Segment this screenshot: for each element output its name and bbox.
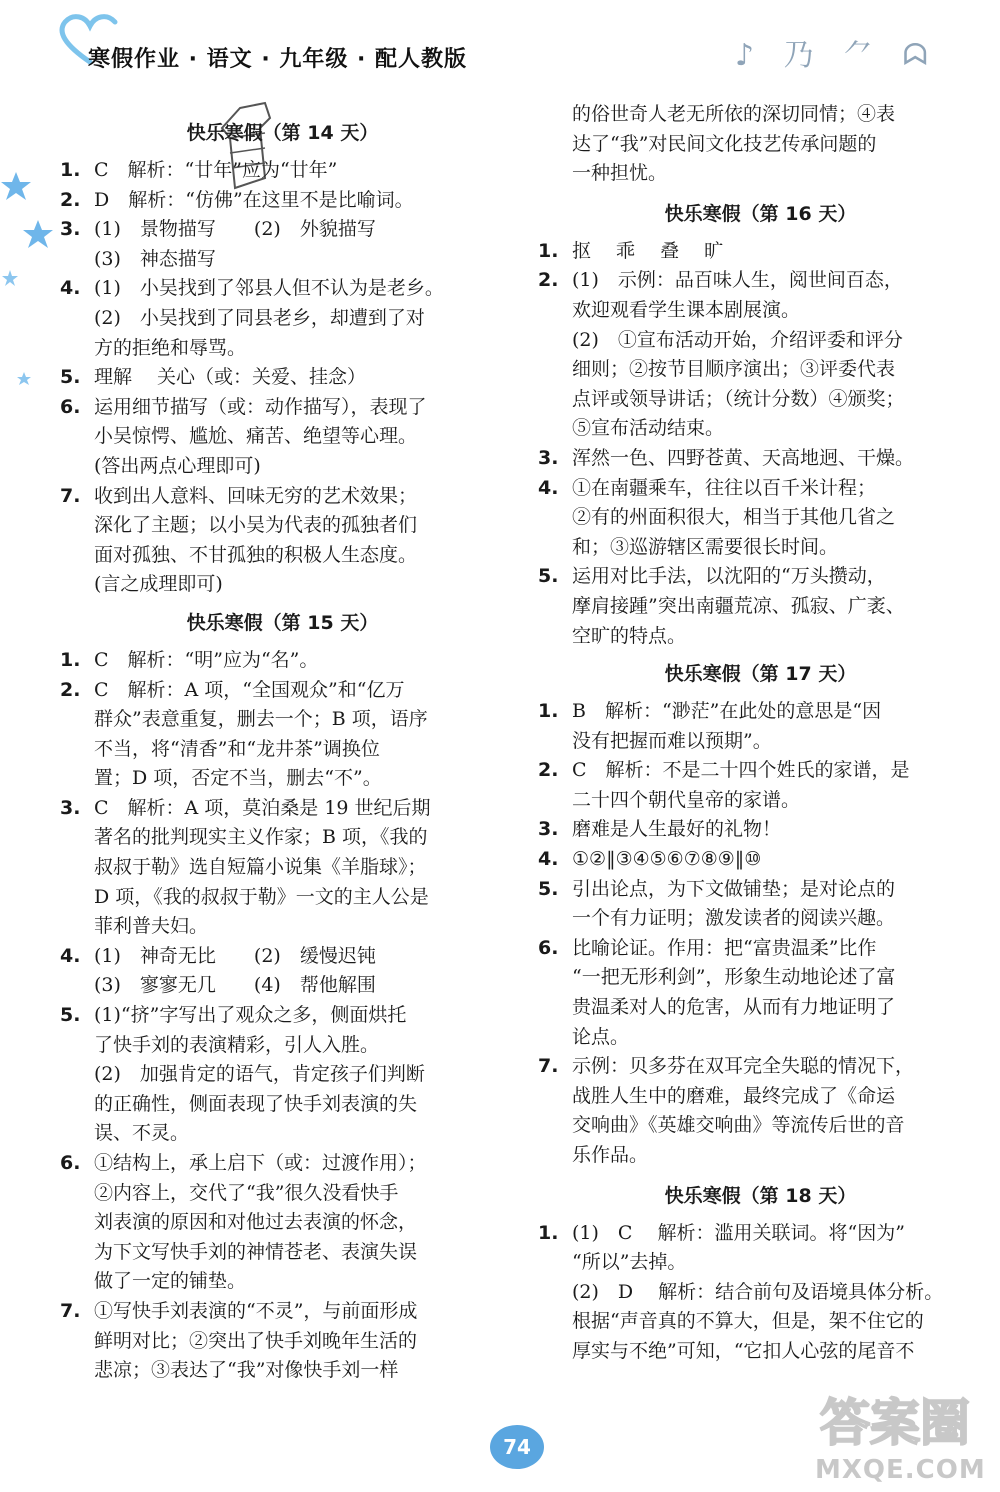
answer-item xyxy=(538,266,983,444)
answer-line: (2) D 解析：结合前句及语境具体分析。 xyxy=(572,1280,944,1303)
answer-item xyxy=(60,1149,505,1297)
answer-item xyxy=(60,942,505,1001)
answer-line: B 解析：“渺茫”在此处的意思是“因 xyxy=(572,700,882,723)
answer-line: 深化了主题；以小吴为代表的孤独者们 xyxy=(94,514,418,537)
answer-line: 一个有力证明；激发读者的阅读兴趣。 xyxy=(572,907,896,930)
answer-item xyxy=(60,215,505,274)
answer-item xyxy=(60,1001,505,1149)
answer-line: 误、不灵。 xyxy=(94,1122,190,1145)
answer-number: 6. xyxy=(60,1152,81,1174)
answer-line: 著名的批判现实主义作家；B 项，《我的 xyxy=(94,826,428,849)
answer-line: 示例：贝多芬在双耳完全失聪的情况下， xyxy=(572,1055,915,1078)
answer-number: 7. xyxy=(60,1299,81,1322)
answer-line: (1) C 解析：滥用关联词。将“因为” xyxy=(572,1221,905,1244)
answer-line: 浑然一色、四野苍黄、天高地迥、干燥。 xyxy=(572,446,915,469)
answer-number: 1. xyxy=(60,648,81,671)
continued-answer xyxy=(538,100,983,189)
answer-line: D 项，《我的叔叔于勒》一文的主人公是 xyxy=(94,885,429,908)
answer-line: 贵温柔对人的危害，从而有力地证明了 xyxy=(572,996,896,1019)
answer-line: 鲜明对比；②突出了快手刘晚年生活的 xyxy=(94,1329,418,1352)
answer-line: 和；③巡游辖区需要很长时间。 xyxy=(572,535,839,558)
answer-line: 厚实与不绝”可知，“它扣人心弦的尾音不 xyxy=(572,1339,915,1362)
answer-line: “所以”去掉。 xyxy=(572,1251,687,1274)
left-column xyxy=(60,100,505,1386)
answer-item xyxy=(538,1052,983,1170)
star-decoration-icon xyxy=(0,160,60,390)
header-title: 寒假作业 · 语文 · 九年级 · 配人教版 xyxy=(88,47,468,72)
answer-item xyxy=(538,815,983,845)
answer-line: “一把无形利剑”，形象生动地论述了富 xyxy=(572,966,896,989)
answer-number: 5. xyxy=(60,1004,81,1027)
answer-item xyxy=(60,363,505,393)
answer-number: 3. xyxy=(538,446,559,469)
answer-line: (1) 示例：品百味人生，阅世间百态， xyxy=(572,269,903,292)
answer-number: 1. xyxy=(538,239,559,262)
page-number: 74 xyxy=(490,1425,544,1469)
answer-line: 乐作品。 xyxy=(572,1144,649,1166)
answer-line: (1) 小吴找到了邻县人但不认为是老乡。 xyxy=(94,277,444,300)
answer-line: 点评或领导讲话；（统计分数）④颁奖； xyxy=(572,387,905,410)
answer-line: (2) 加强肯定的语气，肯定孩子们判断 xyxy=(94,1063,425,1086)
answer-line: C 解析：不是二十四个姓氏的家谱，是 xyxy=(572,759,910,782)
answer-line: ①在南疆乘车，往往以百千米计程； xyxy=(572,476,877,499)
answer-item xyxy=(538,474,983,563)
answer-line: 二十四个朝代皇帝的家谱。 xyxy=(572,788,801,811)
answer-line: ②内容上，交代了“我”很久没看快手 xyxy=(94,1181,399,1204)
section-title: 快乐寒假（第 18 天） xyxy=(664,1184,857,1207)
section-16-items xyxy=(538,237,983,651)
answer-number: 7. xyxy=(538,1055,559,1078)
answer-number: 2. xyxy=(60,188,81,211)
answer-line: 的正确性，侧面表现了快手刘表演的失 xyxy=(94,1092,418,1115)
answer-line: 理解 关心（或：关爱、挂念） xyxy=(94,366,367,389)
answer-line: 做了一定的铺垫。 xyxy=(94,1270,247,1293)
answer-line: 置；D 项，否定不当，删去“不”。 xyxy=(94,767,382,790)
answer-line: 欢迎观看学生课本剧展演。 xyxy=(572,298,801,321)
answer-item xyxy=(60,646,505,676)
answer-line: 悲凉；③表达了“我”对像快手刘一样 xyxy=(94,1359,399,1382)
answer-line: (答出两点心理即可) xyxy=(94,454,261,477)
answer-line: C 解析：A 项，莫泊桑是 19 世纪后期 xyxy=(94,796,431,819)
answer-line: 不当，将“清香”和“龙井茶”调换位 xyxy=(94,737,380,760)
answer-number: 6. xyxy=(538,936,559,959)
section-title: 快乐寒假（第 16 天） xyxy=(664,202,857,225)
answer-line: 抠 乖 叠 旷 xyxy=(572,239,724,262)
answer-line: 空旷的特点。 xyxy=(572,624,687,647)
answer-line: 战胜人生中的磨难，最终完成了《命运 xyxy=(572,1084,896,1107)
answer-line: 交响曲》《英雄交响曲》等流传后世的音 xyxy=(572,1114,905,1137)
answer-line: 达了“我”对民间文化技艺传承问题的 xyxy=(572,132,877,155)
answer-line: 群众”表意重复，删去一个；B 项，语序 xyxy=(94,708,428,731)
answer-number: 1. xyxy=(538,1221,559,1244)
answer-line: (1) 神奇无比 (2) 缓慢迟钝 xyxy=(94,944,376,967)
answer-number: 1. xyxy=(60,159,81,181)
answer-line: (3) 寥寥无几 (4) 帮他解围 xyxy=(94,974,376,997)
answer-line: 菲利普夫妇。 xyxy=(94,915,209,938)
answer-line: 收到出人意料、回味无穷的艺术效果； xyxy=(94,484,418,507)
answer-item xyxy=(60,393,505,482)
answer-number: 6. xyxy=(60,395,81,418)
answer-number: 4. xyxy=(60,944,81,967)
answer-number: 2. xyxy=(538,269,559,292)
answer-number: 5. xyxy=(538,877,559,900)
answer-item xyxy=(538,1219,983,1367)
answer-number: 3. xyxy=(60,796,81,819)
handwriting-decoration: ♪ 乃 ⺈ ᗣ xyxy=(735,38,938,73)
answer-line: 的俗世奇人老无所依的深切同情；④表 xyxy=(572,103,896,125)
answer-line: 刘表演的原因和对他过去表演的怀念， xyxy=(94,1211,418,1234)
answer-item xyxy=(60,1297,505,1386)
section-title: 快乐寒假（第 15 天） xyxy=(186,611,379,634)
watermark-logo-text: 答案圈 xyxy=(820,1394,970,1452)
answer-number: 5. xyxy=(60,366,81,389)
answer-line: ②有的州面积很大，相当于其他几省之 xyxy=(572,506,896,529)
section-15-items xyxy=(60,646,505,1386)
answer-line: 了快手刘的表演精彩，引人入胜。 xyxy=(94,1033,380,1056)
answer-line: (1)“挤”字写出了观众之多，侧面烘托 xyxy=(94,1004,407,1027)
answer-line: (1) 景物描写 (2) 外貌描写 xyxy=(94,218,376,241)
answer-line: 根据“声音真的不算大，但是，架不住它的 xyxy=(572,1310,924,1333)
answer-item xyxy=(60,676,505,794)
answer-line: C 解析：“明”应为“名”。 xyxy=(94,648,319,671)
answer-line: (言之成理即可) xyxy=(94,573,223,596)
answer-number: 4. xyxy=(60,277,81,300)
answer-line: C 解析：A 项，“全国观众”和“亿万 xyxy=(94,678,405,701)
right-column xyxy=(538,100,983,1367)
answer-line: 没有把握而难以预期”。 xyxy=(572,729,772,752)
answer-line: ①②‖③④⑤⑥⑦⑧⑨‖⑩ xyxy=(572,848,762,871)
answer-item xyxy=(60,274,505,363)
watermark-logo-icon xyxy=(810,1385,990,1455)
answer-item xyxy=(538,444,983,474)
answer-line: ①写快手刘表演的“不灵”，与前面形成 xyxy=(94,1299,418,1322)
section-17-items xyxy=(538,697,983,1171)
answer-item xyxy=(538,875,983,934)
answer-item xyxy=(538,756,983,815)
answer-item xyxy=(538,237,983,267)
answer-line: ①结构上，承上启下（或：过渡作用）； xyxy=(94,1152,427,1174)
answer-number: 4. xyxy=(538,848,559,871)
answer-line: D 解析：“仿佛”在这里不是比喻词。 xyxy=(94,188,414,211)
answer-item xyxy=(60,186,505,216)
answer-line: ⑤宣布活动结束。 xyxy=(572,417,725,440)
answer-line: 细则；②按节目顺序演出；③评委代表 xyxy=(572,358,896,381)
answer-item xyxy=(60,156,505,186)
answer-line: 引出论点，为下文做铺垫；是对论点的 xyxy=(572,877,896,900)
answer-number: 3. xyxy=(60,218,81,241)
answer-item xyxy=(538,845,983,875)
answer-number: 7. xyxy=(60,484,81,507)
answer-line: 运用对比手法，以沈阳的“万头攒动， xyxy=(572,565,886,588)
answer-number: 3. xyxy=(538,818,559,841)
section-title: 快乐寒假（第 14 天） xyxy=(186,122,379,144)
answer-line: 摩肩接踵”突出南疆荒凉、孤寂、广袤、 xyxy=(572,594,905,617)
answer-item xyxy=(538,934,983,1052)
page-header xyxy=(0,0,1000,90)
answer-line: 为下文写快手刘的神情苍老、表演失误 xyxy=(94,1240,418,1263)
answer-line: 面对孤独、不甘孤独的积极人生态度。 xyxy=(94,543,418,566)
answer-line: 磨难是人生最好的礼物！ xyxy=(572,818,782,841)
answer-number: 2. xyxy=(538,759,559,782)
answer-line: 小吴惊愕、尴尬、痛苦、绝望等心理。 xyxy=(94,425,418,448)
answer-item xyxy=(538,697,983,756)
answer-line: (3) 神态描写 xyxy=(94,247,216,270)
answer-line: 比喻论证。作用：把“富贵温柔”比作 xyxy=(572,936,877,959)
answer-line: (2) 小吴找到了同县老乡，却遭到了对 xyxy=(94,306,425,329)
section-14-items xyxy=(60,156,505,600)
answer-line: 方的拒绝和辱骂。 xyxy=(94,336,247,359)
watermark-text: MXQE.COM xyxy=(815,1455,986,1485)
answer-item xyxy=(60,794,505,942)
answer-item xyxy=(538,562,983,651)
section-18-items xyxy=(538,1219,983,1367)
answer-item xyxy=(60,482,505,600)
answer-number: 4. xyxy=(538,476,559,499)
answer-line: 一种担忧。 xyxy=(572,162,668,185)
answer-number: 2. xyxy=(60,678,81,701)
answer-line: 论点。 xyxy=(572,1025,630,1048)
answer-number: 1. xyxy=(538,700,559,723)
answer-number: 5. xyxy=(538,565,559,588)
section-title: 快乐寒假（第 17 天） xyxy=(664,663,857,686)
answer-line: 运用细节描写（或：动作描写），表现了 xyxy=(94,395,427,418)
answer-line: (2) ①宣布活动开始，介绍评委和评分 xyxy=(572,328,903,351)
answer-line: 叔叔于勒》选自短篇小说集《羊脂球》； xyxy=(94,856,427,879)
answer-line: C 解析：“廿年”应为“廿年” xyxy=(94,159,338,181)
